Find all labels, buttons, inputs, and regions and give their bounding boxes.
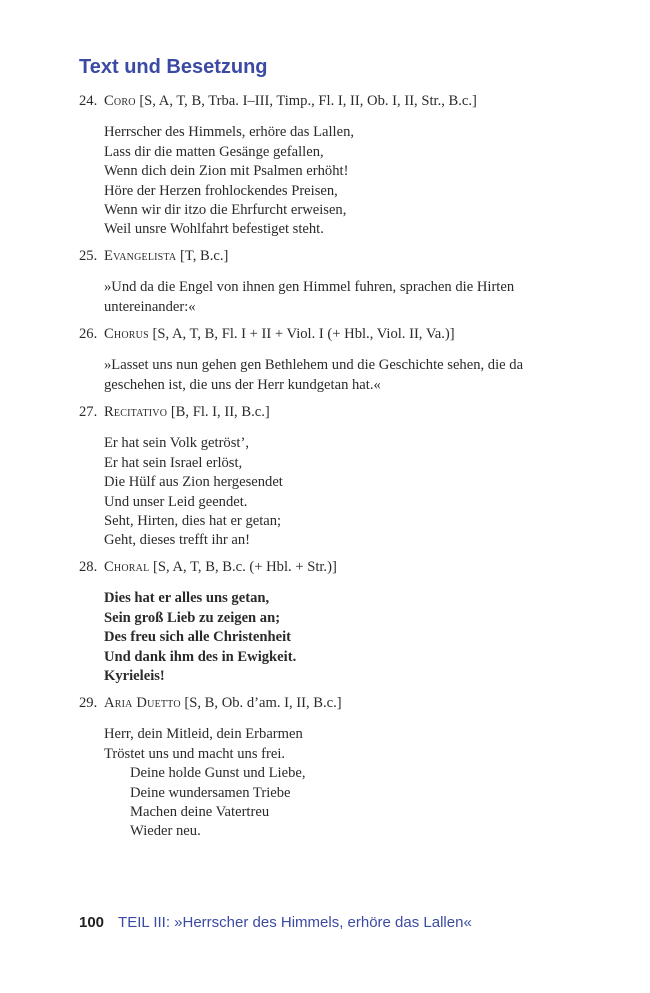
- verse-line: Wenn dich dein Zion mit Psalmen erhöht!: [104, 163, 349, 180]
- verse-line-indented: Wieder neu.: [130, 823, 201, 840]
- section-heading: Text und Besetzung: [79, 56, 268, 78]
- entry-header: [79, 403, 589, 422]
- verse-line: Herrscher des Himmels, erhöre das Lallen,: [104, 124, 355, 141]
- entry-header: [79, 558, 589, 577]
- verse-line: Kyrieleis!: [104, 668, 165, 685]
- verse-line: Wenn wir dir itzo die Ehrfurcht erweisen,: [104, 202, 347, 219]
- verse-line: Des freu sich alle Christenheit: [104, 629, 291, 646]
- verse-line: Er hat sein Volk getröst’,: [104, 435, 249, 452]
- prose-text: »Und da die Engel von ihnen gen Himmel fuhren, sprachen die Hirten untereinander:«: [104, 279, 515, 315]
- verse-line: Er hat sein Israel erlöst,: [104, 454, 243, 471]
- verse-line: Weil unsre Wohlfahrt befestiget steht.: [104, 221, 324, 238]
- entry-header: [79, 325, 589, 344]
- verse-line: Und dank ihm des in Ewigkeit.: [104, 648, 297, 665]
- verse-line: Seht, Hirten, dies hat er getan;: [104, 513, 282, 530]
- entry-number: 28.: [79, 559, 98, 575]
- prose: [104, 356, 589, 395]
- scoring: [S, A, T, B, B.c. (+ Hbl. + Str.)]: [153, 559, 337, 575]
- entry-24: [79, 92, 589, 240]
- chorale-verse: [104, 589, 589, 686]
- verse-line: Höre der Herzen frohlockendes Preisen,: [104, 182, 338, 199]
- verse-line: Sein groß Lieb zu zeigen an;: [104, 609, 281, 626]
- verse-line-indented: Deine holde Gunst und Liebe,: [130, 765, 306, 782]
- movement-title: Coro: [104, 93, 136, 109]
- verse-line: Und unser Leid geendet.: [104, 493, 248, 510]
- movement-title: Evangelista: [104, 248, 177, 264]
- verse-line-indented: Deine wundersamen Triebe: [130, 784, 291, 801]
- prose: [104, 278, 589, 317]
- scoring: [S, A, T, B, Trba. I–III, Timp., Fl. I, II, Ob. I, II, Str., B.c.]: [139, 93, 477, 109]
- page-footer: [79, 914, 472, 931]
- entry-25: [79, 247, 589, 317]
- verse-line: Dies hat er alles uns getan,: [104, 590, 270, 607]
- scoring: [S, A, T, B, Fl. I + II + Viol. I (+ Hbl., Viol. II, Va.)]: [152, 326, 455, 342]
- verse: [104, 434, 589, 550]
- verse: [104, 725, 589, 841]
- verse-line: Die Hülf aus Zion hergesendet: [104, 474, 283, 491]
- movement-title: Choral: [104, 559, 150, 575]
- entry-header: [79, 694, 589, 713]
- scoring: [S, B, Ob. d’am. I, II, B.c.]: [184, 695, 342, 711]
- movement-title: Aria Duetto: [104, 695, 181, 711]
- page-number: 100: [79, 914, 105, 931]
- movement-title: Recitativo: [104, 404, 168, 420]
- entry-number: 29.: [79, 695, 98, 711]
- entry-number: 26.: [79, 326, 98, 342]
- entry-29: [79, 694, 589, 842]
- entry-26: [79, 325, 589, 395]
- verse: [104, 123, 589, 239]
- verse-line: Herr, dein Mitleid, dein Erbarmen: [104, 726, 303, 743]
- scoring: [B, Fl. I, II, B.c.]: [170, 404, 270, 420]
- entry-number: 27.: [79, 404, 98, 420]
- entry-number: 24.: [79, 93, 98, 109]
- entry-28: [79, 558, 589, 686]
- scoring: [T, B.c.]: [180, 248, 229, 264]
- entry-number: 25.: [79, 248, 98, 264]
- verse-line: Lass dir die matten Gesänge gefallen,: [104, 143, 324, 160]
- movement-title: Chorus: [104, 326, 149, 342]
- verse-line: Geht, dieses trefft ihr an!: [104, 532, 251, 549]
- verse-line-indented: Machen deine Vatertreu: [130, 804, 270, 821]
- verse-line: Tröstet uns und macht uns frei.: [104, 745, 286, 762]
- entry-27: [79, 403, 589, 551]
- entry-header: [79, 247, 589, 266]
- entry-header: [79, 92, 589, 111]
- prose-text: »Lasset uns nun gehen gen Bethlehem und die Geschichte sehen, die da geschehen ist, die uns der Herr kundgetan hat.«: [104, 357, 524, 393]
- running-title: TEIL III: »Herrscher des Himmels, erhöre das Lallen«: [118, 914, 472, 931]
